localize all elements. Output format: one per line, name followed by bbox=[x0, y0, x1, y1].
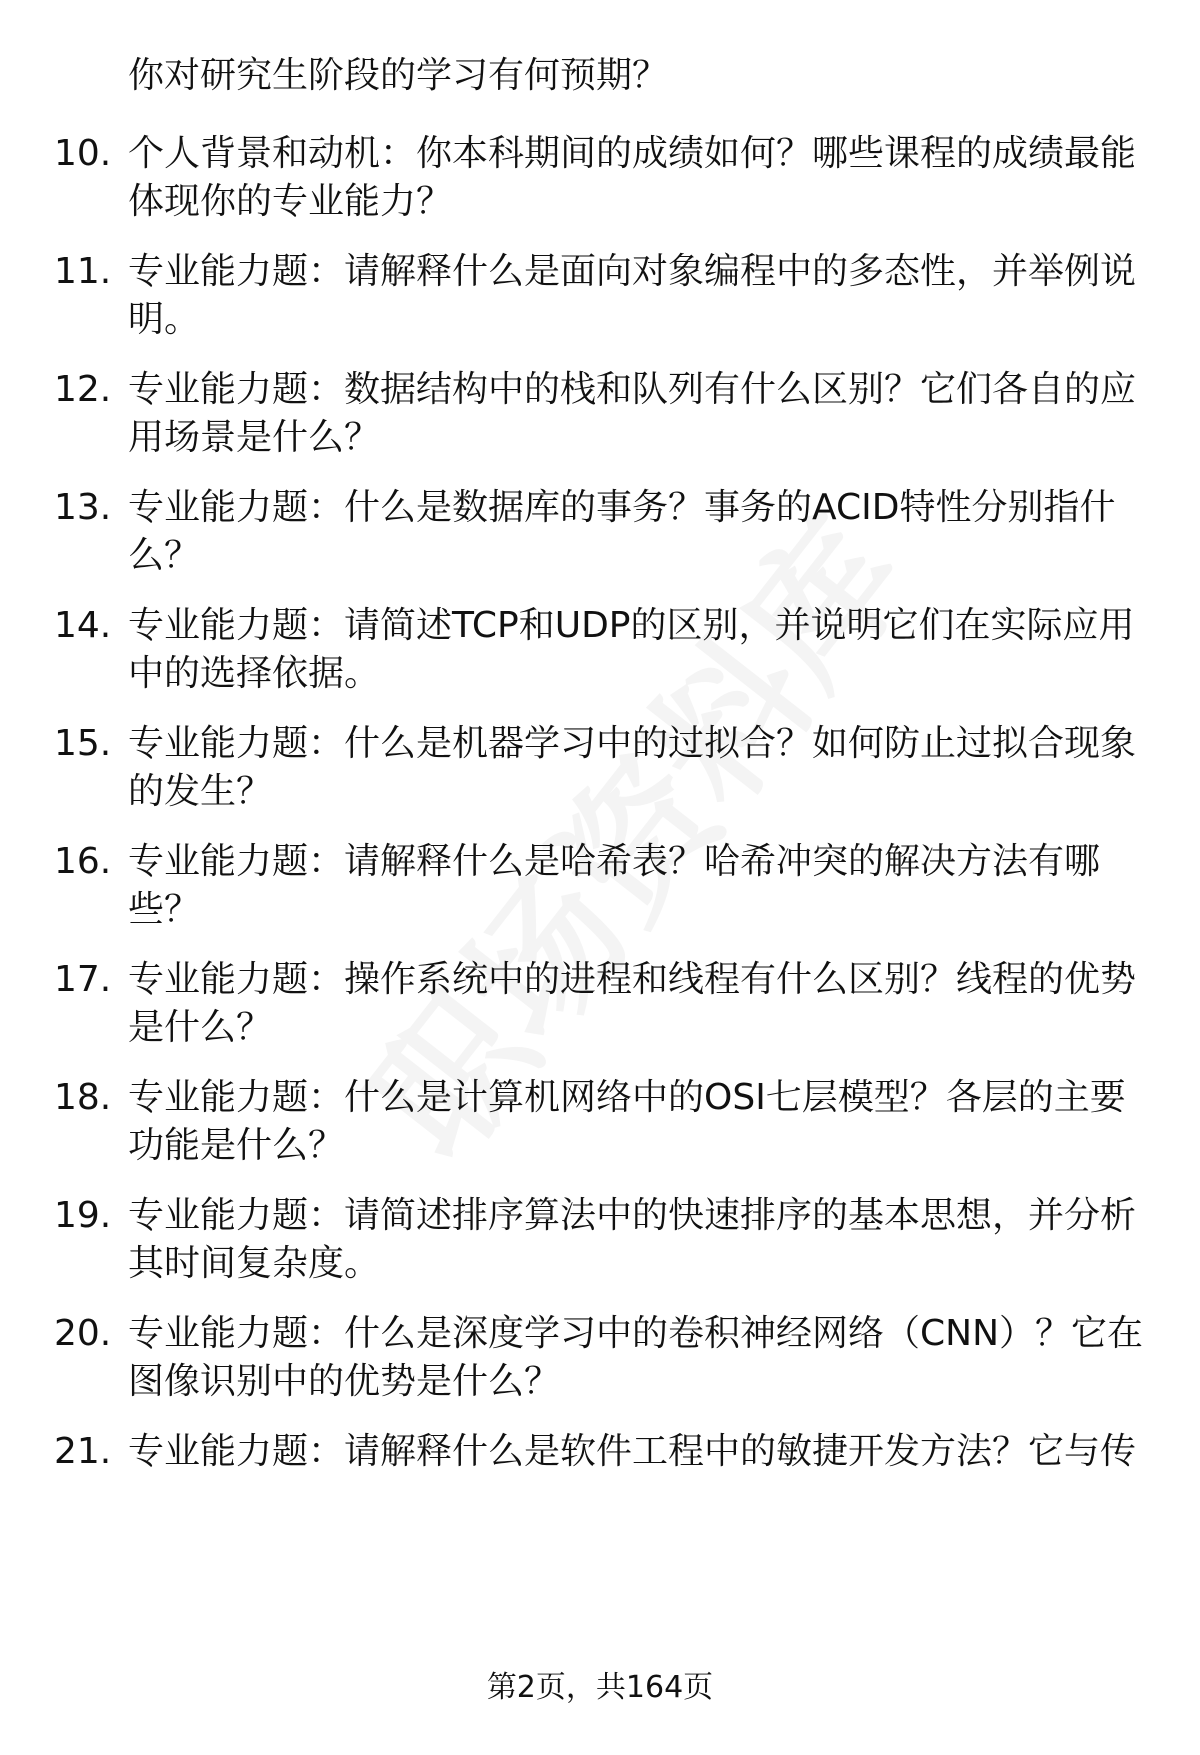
question-text-line: 功能是什么？ bbox=[128, 1125, 345, 1166]
question-text-line: 专业能力题：请解释什么是哈希表？哈希冲突的解决方法有哪 bbox=[128, 841, 1101, 882]
question-number: 13. bbox=[54, 487, 112, 528]
question-text bbox=[128, 1428, 1148, 1476]
question-text-line: 专业能力题：什么是计算机网络中的OSI七层模型？各层的主要 bbox=[128, 1077, 1126, 1118]
question-number: 10. bbox=[54, 133, 112, 174]
question-text-line: 图像识别中的优势是什么？ bbox=[128, 1361, 561, 1402]
question-text bbox=[128, 956, 1148, 1052]
question-text bbox=[128, 248, 1148, 344]
question-text-line: 其时间复杂度。 bbox=[128, 1243, 381, 1284]
question-text-line: 体现你的专业能力？ bbox=[128, 181, 453, 222]
question-text bbox=[128, 366, 1148, 462]
question-text-line: 专业能力题：什么是机器学习中的过拟合？如何防止过拟合现象 bbox=[128, 723, 1137, 764]
question-number: 21. bbox=[54, 1431, 112, 1472]
question-text-line: 专业能力题：请解释什么是软件工程中的敏捷开发方法？它与传 bbox=[128, 1431, 1137, 1472]
question-text-line: 些？ bbox=[128, 889, 201, 930]
question-text bbox=[128, 130, 1148, 226]
question-text-line: 是什么？ bbox=[128, 1007, 273, 1048]
question-text-line: 明。 bbox=[128, 299, 201, 340]
question-text-line: 中的选择依据。 bbox=[128, 653, 381, 694]
question-text bbox=[128, 1074, 1148, 1170]
question-text bbox=[128, 720, 1148, 816]
question-number: 14. bbox=[54, 605, 112, 646]
question-number: 18. bbox=[54, 1077, 112, 1118]
question-number: 17. bbox=[54, 959, 112, 1000]
question-text-line: 专业能力题：数据结构中的栈和队列有什么区别？它们各自的应 bbox=[128, 369, 1137, 410]
question-text bbox=[128, 838, 1148, 934]
question-number: 15. bbox=[54, 723, 112, 764]
question-text bbox=[128, 484, 1148, 580]
question-text bbox=[128, 1310, 1148, 1406]
question-text-line: 专业能力题：请简述TCP和UDP的区别，并说明它们在实际应用 bbox=[128, 605, 1135, 646]
question-number: 12. bbox=[54, 369, 112, 410]
question-text-line: 专业能力题：什么是数据库的事务？事务的ACID特性分别指什 bbox=[128, 487, 1116, 528]
question-number: 20. bbox=[54, 1313, 112, 1354]
question-text-line: 用场景是什么？ bbox=[128, 417, 381, 458]
question-text bbox=[128, 602, 1148, 698]
question-text bbox=[128, 1192, 1148, 1288]
question-number: 19. bbox=[54, 1195, 112, 1236]
question-text-line: 专业能力题：请简述排序算法中的快速排序的基本思想，并分析 bbox=[128, 1195, 1137, 1236]
question-text-line: 专业能力题：请解释什么是面向对象编程中的多态性，并举例说 bbox=[128, 251, 1137, 292]
question-number: 11. bbox=[54, 251, 112, 292]
question-number: 16. bbox=[54, 841, 112, 882]
page-footer: 第2页，共164页 bbox=[486, 1670, 714, 1705]
question-text-line: 专业能力题：操作系统中的进程和线程有什么区别？线程的优势 bbox=[128, 959, 1137, 1000]
question-text-line: 么？ bbox=[128, 535, 201, 576]
question-text-line: 的发生？ bbox=[128, 771, 273, 812]
question-text-line: 个人背景和动机：你本科期间的成绩如何？哪些课程的成绩最能 bbox=[128, 133, 1137, 174]
question-text-line: 专业能力题：什么是深度学习中的卷积神经网络（CNN）？它在 bbox=[128, 1313, 1143, 1354]
lead-line: 你对研究生阶段的学习有何预期？ bbox=[128, 55, 669, 96]
